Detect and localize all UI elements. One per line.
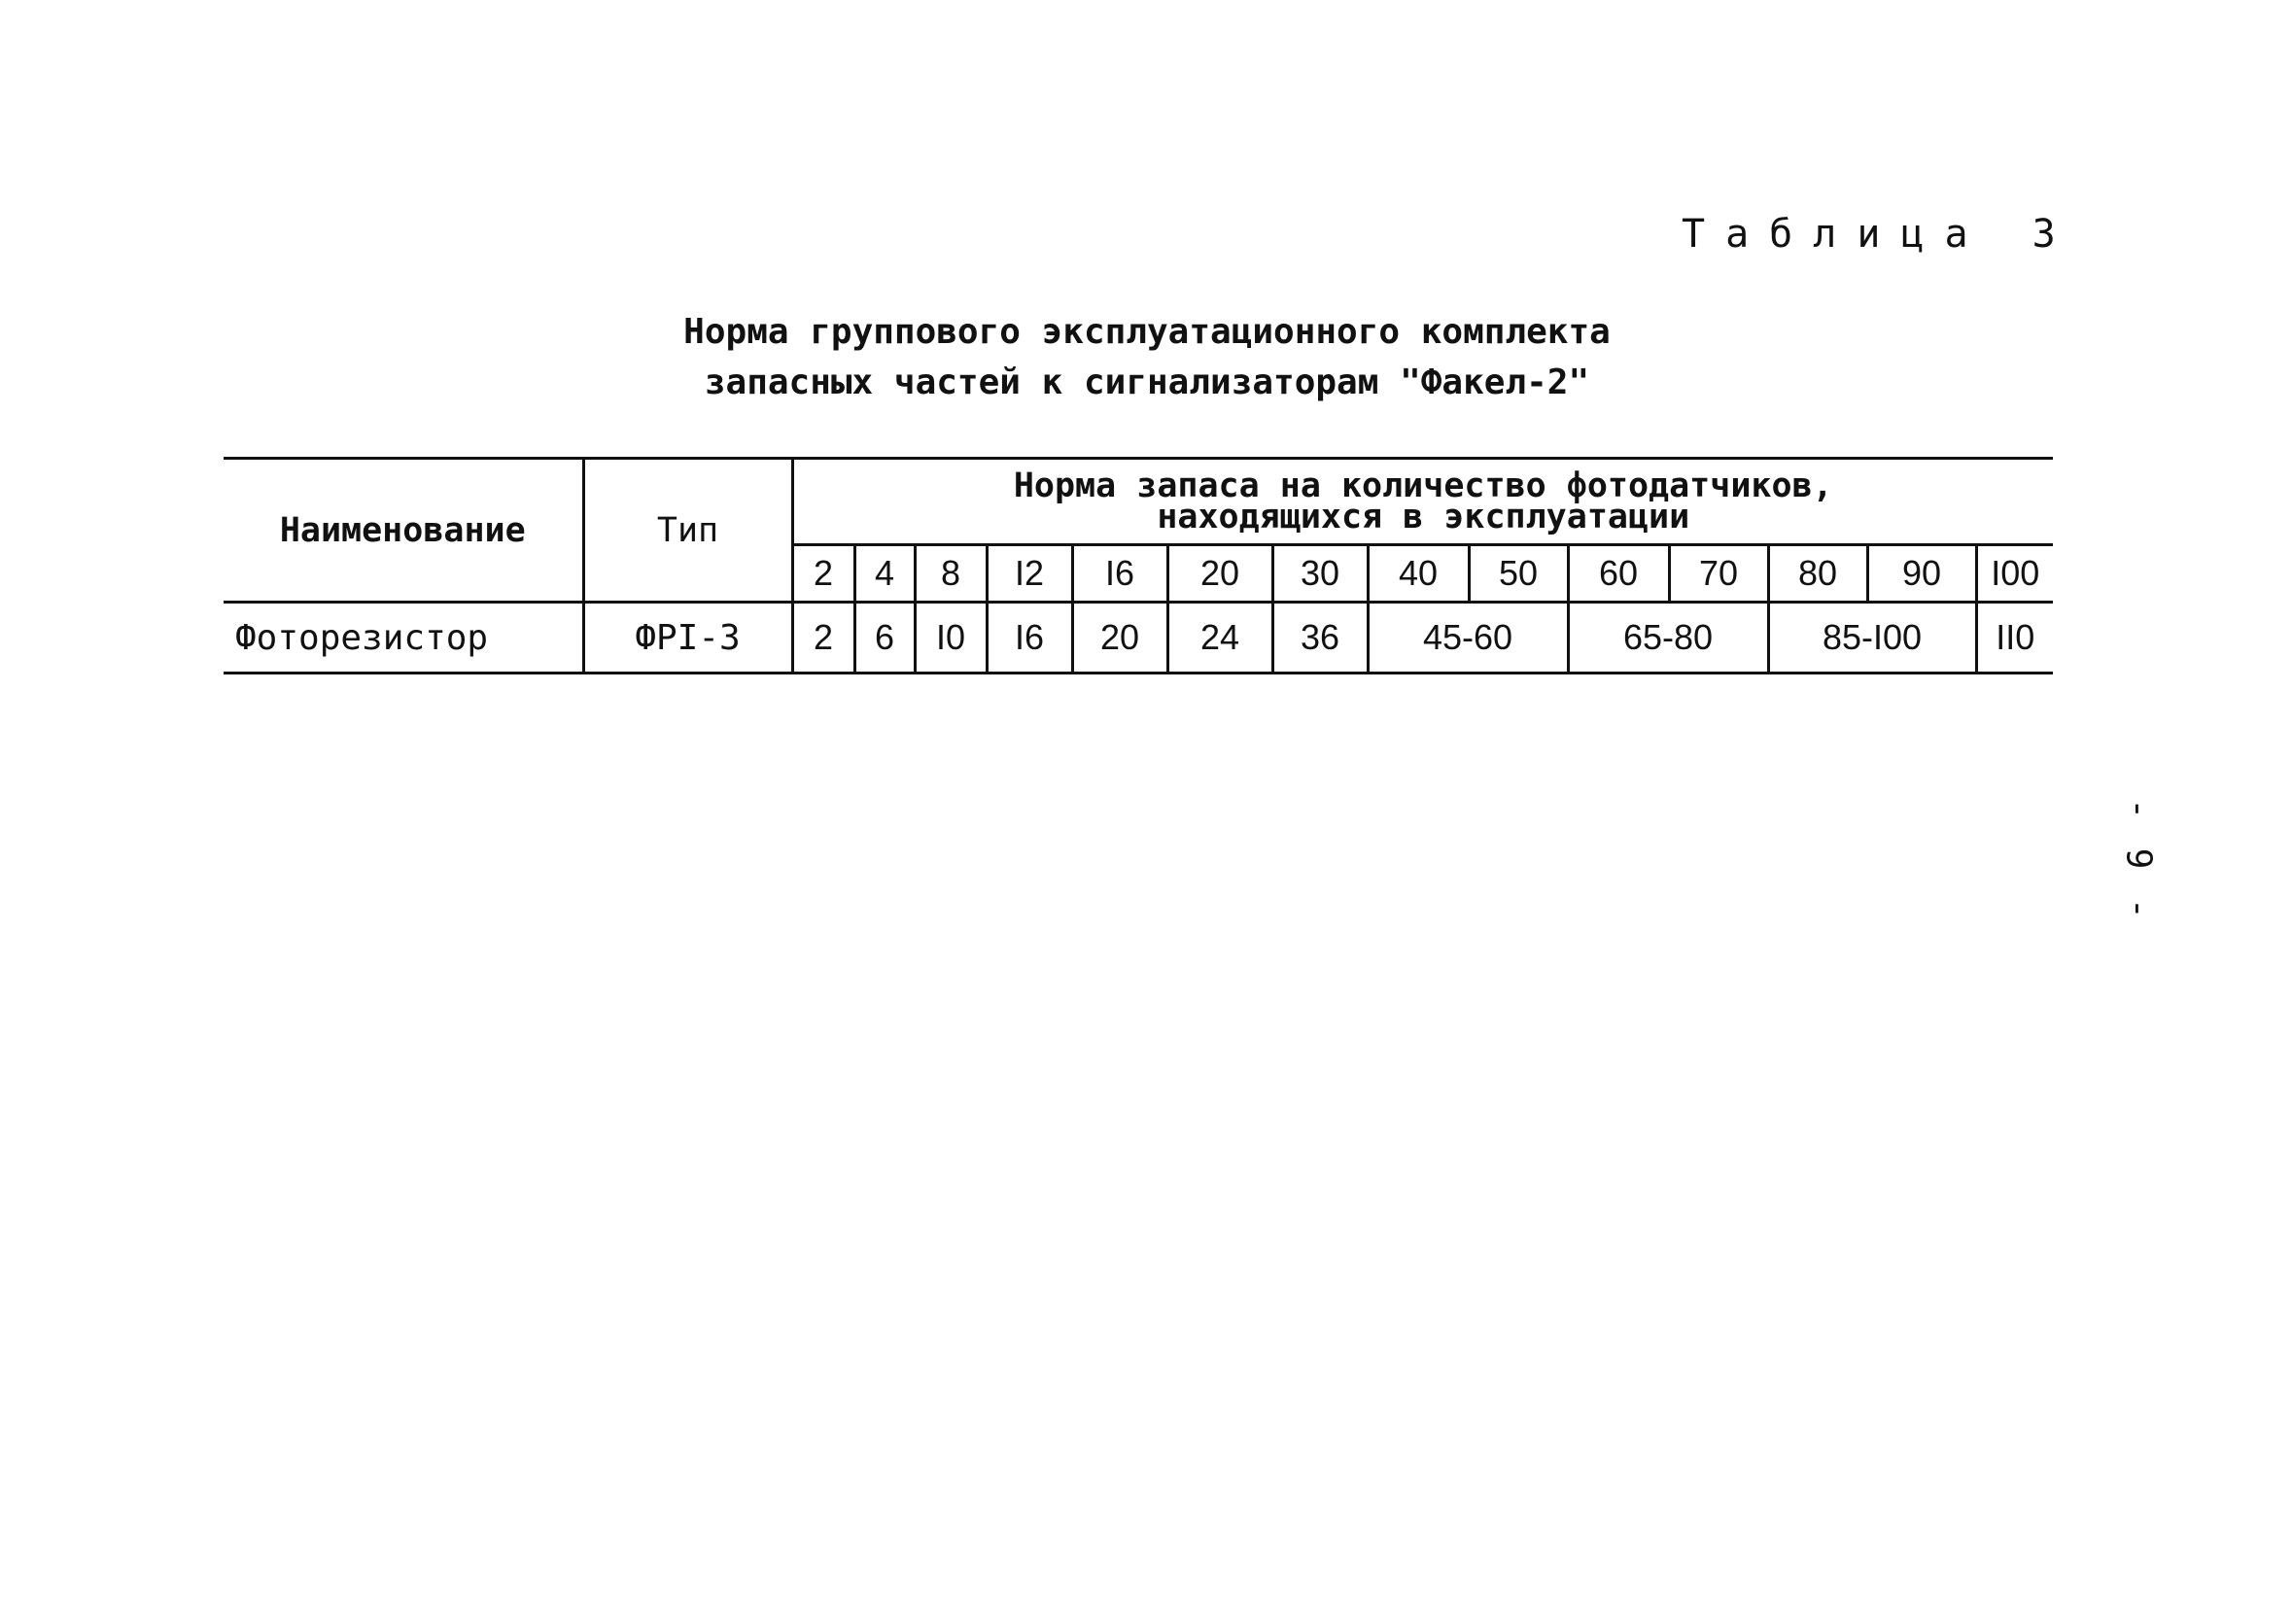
value-cell: II0 <box>1976 603 2053 674</box>
value-cell: 6 <box>854 603 915 674</box>
count-cell: 20 <box>1167 545 1272 603</box>
value-cell: I6 <box>987 603 1072 674</box>
count-cell: 80 <box>1768 545 1867 603</box>
table-row <box>224 603 2053 674</box>
page-number-text: - 9 - <box>2118 797 2159 923</box>
header-norm-line-1: Норма запаса на количество фотодатчиков, <box>1013 466 1833 505</box>
value-cell: 24 <box>1167 603 1272 674</box>
value-cell: 65-80 <box>1568 603 1768 674</box>
title-line-1: Норма группового эксплуатационного комплекта <box>683 312 1611 352</box>
header-norm-line-2: находящихся в эксплуатации <box>1157 498 1690 536</box>
page-number <box>2118 797 2159 923</box>
value-cell: 36 <box>1272 603 1368 674</box>
count-cell: I2 <box>987 545 1072 603</box>
count-cell: 70 <box>1669 545 1768 603</box>
table-title <box>544 307 1750 408</box>
count-cell: 60 <box>1568 545 1669 603</box>
header-name: Наименование <box>279 510 526 550</box>
table-number-label: Таблица 3 <box>1682 212 2076 257</box>
count-cell: 50 <box>1469 545 1568 603</box>
header-type: Тип <box>583 459 792 603</box>
value-cell: 2 <box>792 603 854 674</box>
row-type: ФРI-3 <box>583 603 792 674</box>
value-cell: 20 <box>1072 603 1167 674</box>
count-cell: I00 <box>1976 545 2053 603</box>
count-cell: 30 <box>1272 545 1368 603</box>
value-cell: 85-I00 <box>1768 603 1976 674</box>
row-name: Фоторезистор <box>224 603 583 674</box>
header-norm <box>792 459 2053 545</box>
value-cell: I0 <box>915 603 987 674</box>
count-cell: 40 <box>1368 545 1469 603</box>
spare-parts-table <box>224 457 2053 674</box>
value-cell: 45-60 <box>1368 603 1568 674</box>
count-cell: 4 <box>854 545 915 603</box>
count-cell: 2 <box>792 545 854 603</box>
count-cell: 90 <box>1867 545 1976 603</box>
count-cell: 8 <box>915 545 987 603</box>
title-line-2: запасных частей к сигнализаторам "Факел-2" <box>704 363 1590 402</box>
count-cell: I6 <box>1072 545 1167 603</box>
